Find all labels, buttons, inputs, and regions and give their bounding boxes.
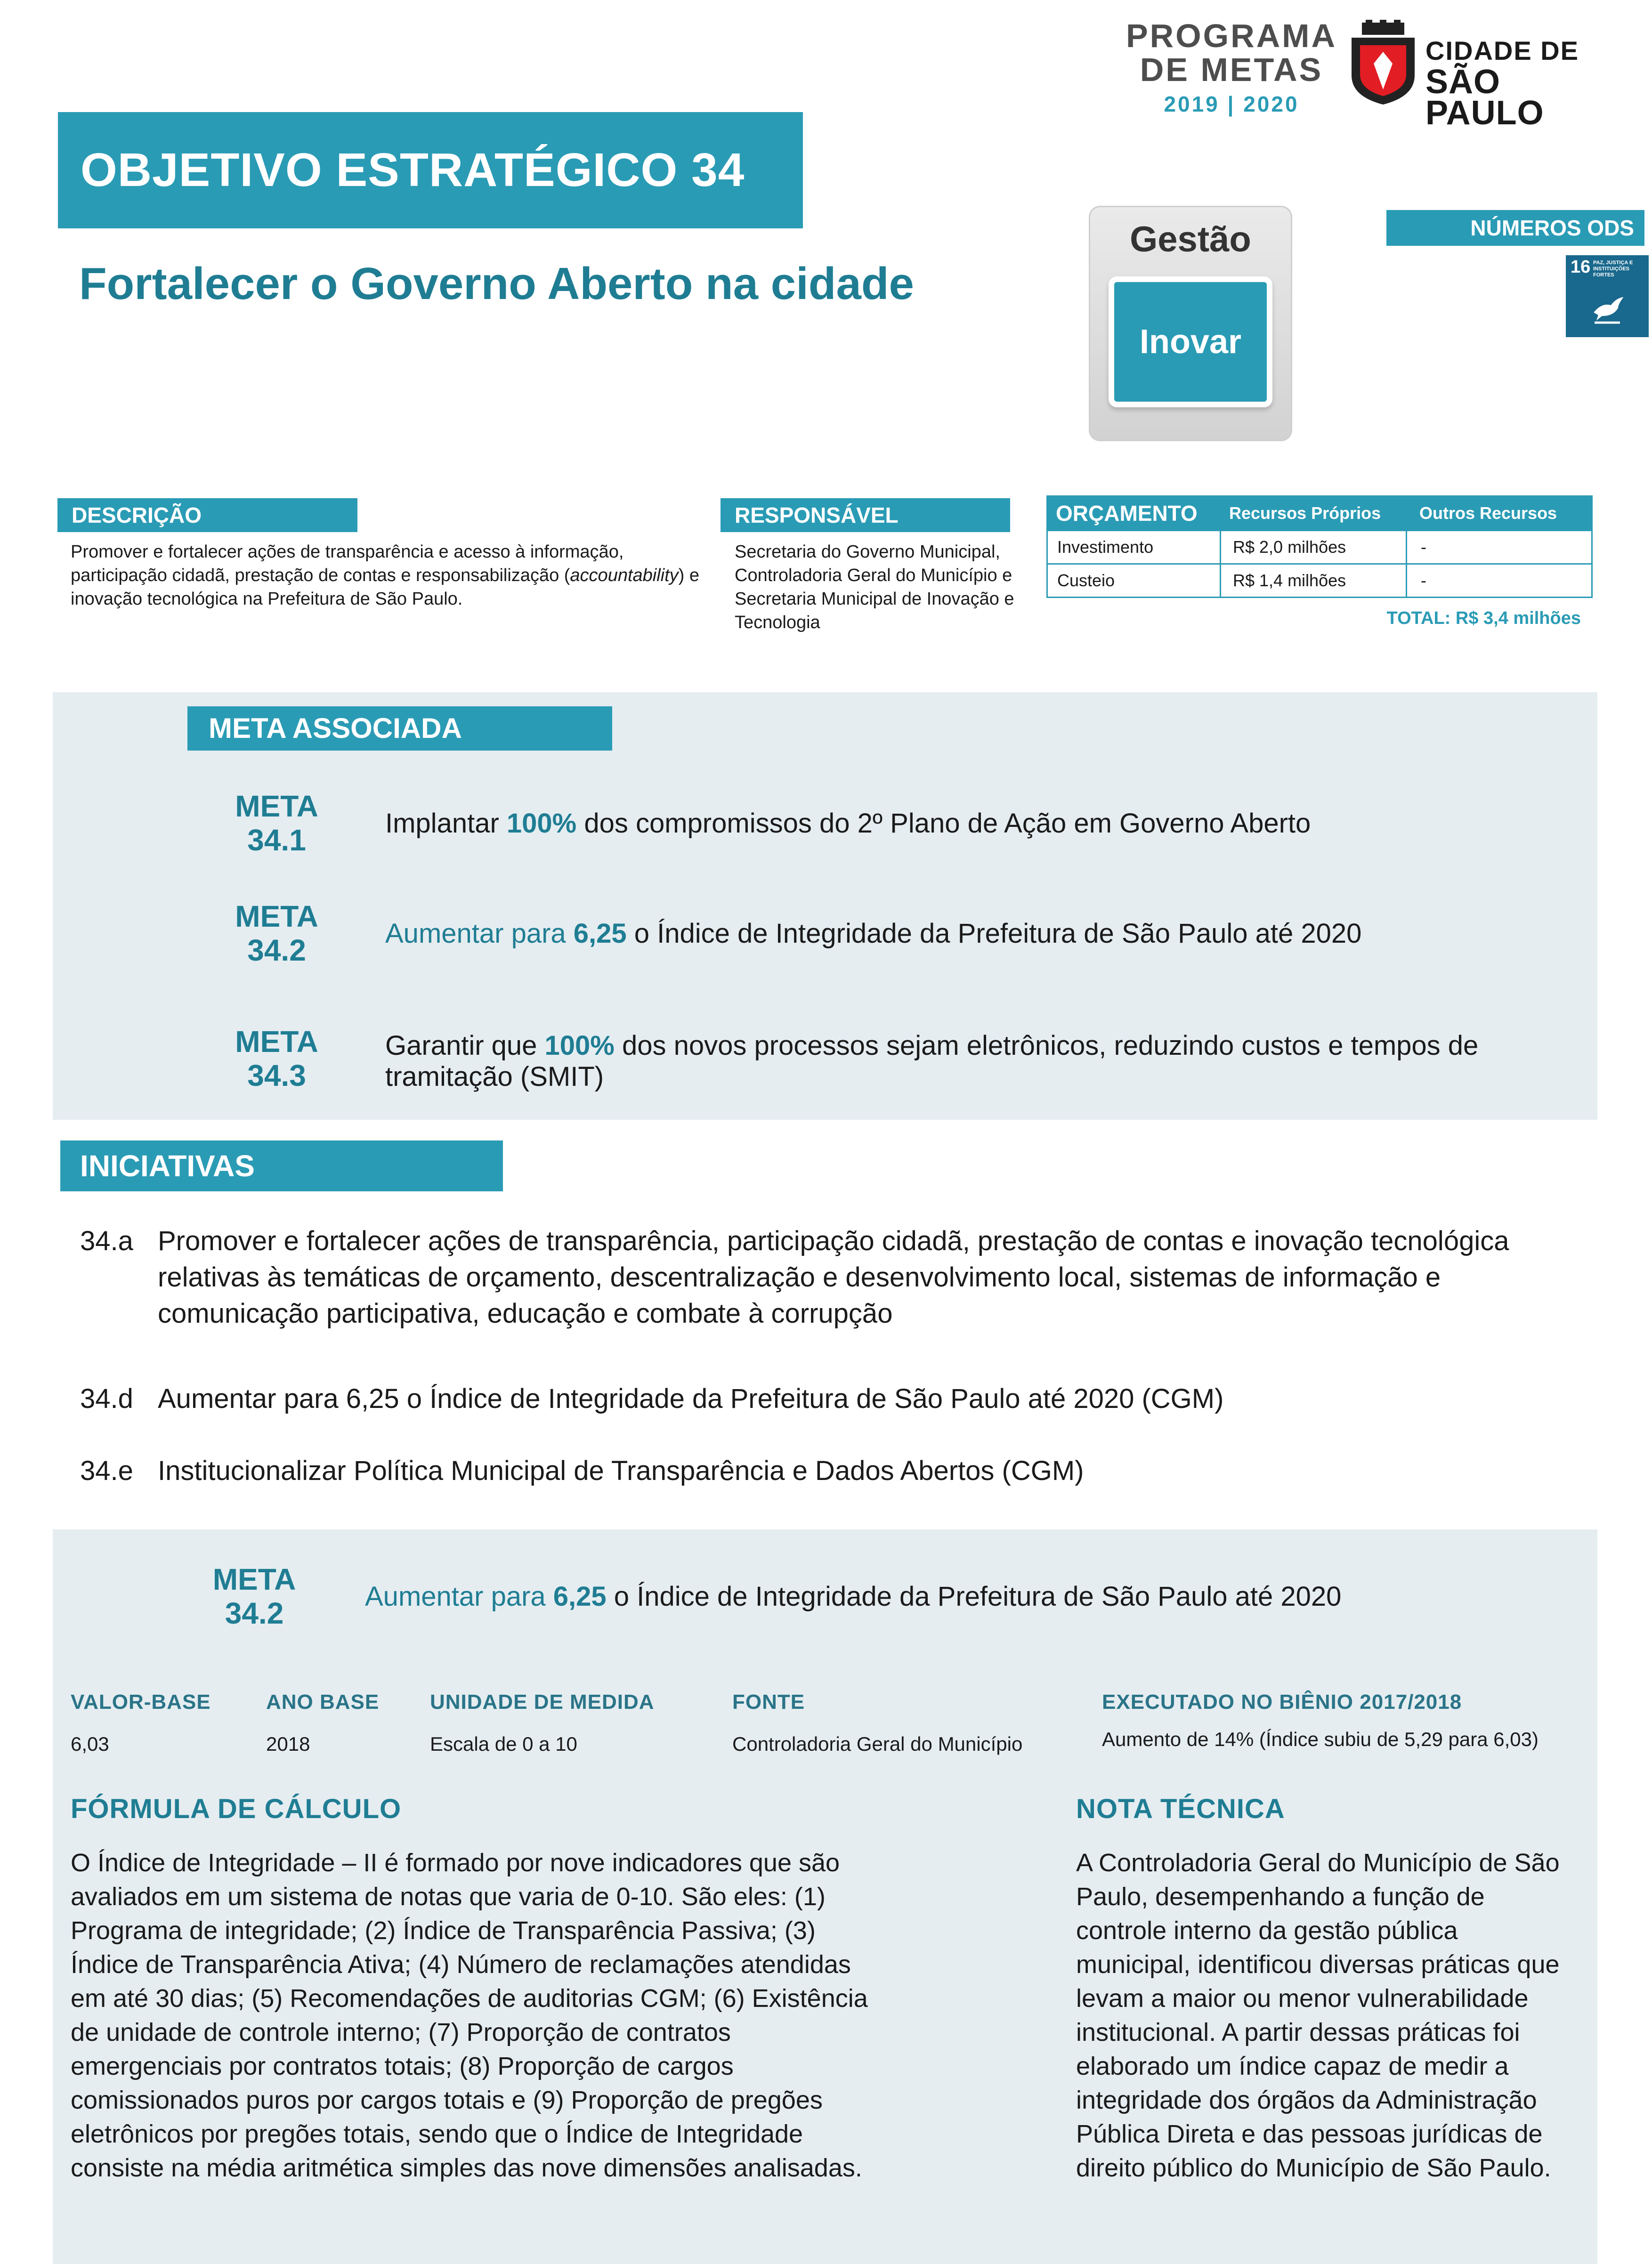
- ods-number: 16: [1571, 257, 1591, 277]
- valor-base-value: 6,03: [71, 1733, 109, 1755]
- meta-associada-tab: META ASSOCIADA: [187, 706, 612, 751]
- iniciativa-code: 34.d: [80, 1383, 133, 1414]
- descricao-text: [71, 540, 711, 611]
- iniciativas-tab: INICIATIVAS: [60, 1140, 503, 1191]
- meta-id-number: 34.3: [247, 1059, 306, 1092]
- orcamento-table: [1046, 495, 1593, 598]
- meta-id: [174, 1562, 334, 1630]
- iniciativa-text: Promover e fortalecer ações de transparência, participação cidadã, prestação de contas e inovação tecnológica relativas às temáticas de orçamento, descentralização e desenvolvimento local, sistemas de informação e comunicação participativa, educação e combate à corrupção: [158, 1226, 1509, 1329]
- meta-id: [202, 1025, 351, 1092]
- orcamento-row-label: Investimento: [1057, 537, 1154, 557]
- programa-de-metas-logo: [1121, 19, 1342, 127]
- meta-id-word: META: [235, 899, 318, 933]
- orcamento-row-proprios: R$ 1,4 milhões: [1233, 571, 1346, 590]
- meta-text-post: o Índice de Integridade da Prefeitura de São Paulo até 2020: [606, 1581, 1342, 1612]
- fonte-value: Controladoria Geral do Município: [732, 1733, 1023, 1755]
- ods-16-icon: [1566, 255, 1649, 337]
- meta-highlight: 6,25: [573, 918, 627, 949]
- meta-text: [385, 918, 1553, 949]
- gestao-label: Gestão: [1130, 219, 1251, 259]
- meta-text: [385, 1030, 1553, 1092]
- meta-id: [202, 789, 351, 857]
- formula-text: O Índice de Integridade – II é formado por nove indicadores que são avaliados em um sistema de notas que varia de 0-10. São eles: (1) Programa de integridade; (2) Índice de Transparência Passiva; (3) Índice de Transparência Ativa; (4) Número de reclamações atendidas em até 30 dias; (5) Recomendações de auditorias CGM; (6) Existência de unidade de controle interno; (7) Proporção de contratos emergenciais por contratos totais; (8) Proporção de cargos comissionados puros por cargos totais e (9) Proporção de pregões eletrônicos por pregões totais, sendo que o Índice de Integridade consiste na média aritmética simples das nove dimensões analisadas.: [71, 1849, 868, 2182]
- ano-base-value: 2018: [266, 1733, 310, 1755]
- descricao-text-italic: accountability: [570, 566, 679, 585]
- fonte-label: FONTE: [732, 1690, 805, 1714]
- meta-text: [385, 808, 1553, 839]
- executado-value: Aumento de 14% (Índice subiu de 5,29 para 6,03): [1102, 1728, 1539, 1750]
- meta-id-word: META: [212, 1562, 296, 1596]
- meta-highlight: 100%: [506, 808, 577, 839]
- iniciativa-code: 34.a: [80, 1226, 133, 1256]
- valor-base-label: VALOR-BASE: [71, 1690, 211, 1714]
- responsavel-tab: RESPONSÁVEL: [721, 498, 1010, 532]
- orcamento-title: ORÇAMENTO: [1056, 501, 1198, 526]
- ano-base-label: ANO BASE: [266, 1690, 380, 1714]
- meta-id-number: 34.2: [247, 933, 306, 967]
- gestao-panel: [1089, 206, 1292, 441]
- objective-subtitle: Fortalecer o Governo Aberto na cidade: [79, 259, 914, 309]
- orcamento-row-outros: -: [1421, 537, 1426, 557]
- nota-tecnica-title: NOTA TÉCNICA: [1076, 1794, 1285, 1824]
- formula-title: FÓRMULA DE CÁLCULO: [71, 1794, 402, 1824]
- orcamento-row-proprios: R$ 2,0 milhões: [1233, 537, 1346, 557]
- cidade-logo-line2: SÃO PAULO: [1425, 63, 1544, 132]
- meta-highlight: 100%: [544, 1030, 615, 1061]
- iniciativa-text: Institucionalizar Política Municipal de Transparência e Dados Abertos (CGM): [158, 1455, 1084, 1486]
- orcamento-row-outros: -: [1421, 571, 1426, 590]
- meta-text-post: dos compromissos do 2º Plano de Ação em Governo Aberto: [576, 808, 1311, 839]
- orcamento-row-label: Custeio: [1057, 571, 1115, 590]
- meta-text: [365, 1581, 1533, 1612]
- meta-id-word: META: [235, 789, 318, 823]
- orcamento-col-outros: Outros Recursos: [1419, 503, 1557, 523]
- meta-text-post: o Índice de Integridade da Prefeitura de São Paulo até 2020: [626, 918, 1362, 949]
- descricao-tab: DESCRIÇÃO: [57, 498, 357, 532]
- meta-id-word: META: [235, 1025, 318, 1059]
- descricao-text-part1: Promover e fortalecer ações de transparência e acesso à informação, participação cidadã, prestação de contas e responsabilização (: [71, 542, 624, 585]
- meta-text-pre: Aumentar para: [365, 1581, 553, 1612]
- meta-id-number: 34.1: [247, 823, 306, 857]
- city-crest-icon: [1348, 19, 1418, 106]
- executado-label: EXECUTADO NO BIÊNIO 2017/2018: [1102, 1690, 1462, 1714]
- orcamento-header: [1046, 495, 1593, 531]
- table-row: [1046, 531, 1593, 565]
- orcamento-col-proprios: Recursos Próprios: [1229, 503, 1381, 523]
- programa-logo-line2: DE METAS: [1140, 51, 1323, 88]
- iniciativa-text: Aumentar para 6,25 o Índice de Integridade da Prefeitura de São Paulo até 2020 (CGM): [158, 1383, 1224, 1414]
- iniciativa-code: 34.e: [80, 1455, 133, 1486]
- meta-id: [202, 899, 351, 967]
- cidade-sao-paulo-logo: [1348, 19, 1612, 132]
- programa-logo-line1: PROGRAMA: [1126, 17, 1337, 54]
- ods-header: NÚMEROS ODS: [1386, 210, 1644, 246]
- cidade-logo-line1: CIDADE DE: [1425, 36, 1579, 65]
- dove-icon: [1585, 284, 1630, 330]
- objective-banner: OBJETIVO ESTRATÉGICO 34: [58, 112, 803, 228]
- nota-tecnica-text: A Controladoria Geral do Município de São Paulo, desempenhando a função de controle interno da gestão pública municipal, identificou diversas práticas que levam a maior ou menor vulnerabilidade institucional. A partir dessas práticas foi elaborado um índice capaz de medir a integridade dos órgãos da Administração Pública Direta e das pessoas jurídicas de direito público do Município de São Paulo.: [1076, 1849, 1560, 2182]
- unidade-value: Escala de 0 a 10: [430, 1733, 577, 1755]
- meta-text-pre: Implantar: [385, 808, 507, 839]
- descricao-text-part2: ) e inovação tecnológica na Prefeitura de São Paulo.: [71, 566, 700, 609]
- inovar-button[interactable]: Inovar: [1109, 276, 1272, 407]
- meta-text-pre: Garantir que: [385, 1030, 545, 1061]
- meta-highlight: 6,25: [553, 1581, 607, 1612]
- meta-text-pre: Aumentar para: [385, 918, 574, 949]
- ods-label: PAZ, JUSTIÇA E INSTITUIÇÕES FORTES: [1593, 260, 1633, 278]
- meta-text-post: dos novos processos sejam eletrônicos, reduzindo custos e tempos de tramitação (SMIT): [385, 1030, 1479, 1092]
- meta-id-number: 34.2: [225, 1596, 284, 1630]
- table-row: [1046, 565, 1593, 598]
- responsavel-text: Secretaria do Governo Municipal, Controladoria Geral do Município e Secretaria Municipal de Inovação e Tecnologia: [735, 542, 1014, 632]
- unidade-label: UNIDADE DE MEDIDA: [430, 1690, 655, 1714]
- programa-logo-years: 2019 | 2020: [1164, 92, 1299, 116]
- orcamento-total: TOTAL: R$ 3,4 milhões: [1386, 608, 1581, 628]
